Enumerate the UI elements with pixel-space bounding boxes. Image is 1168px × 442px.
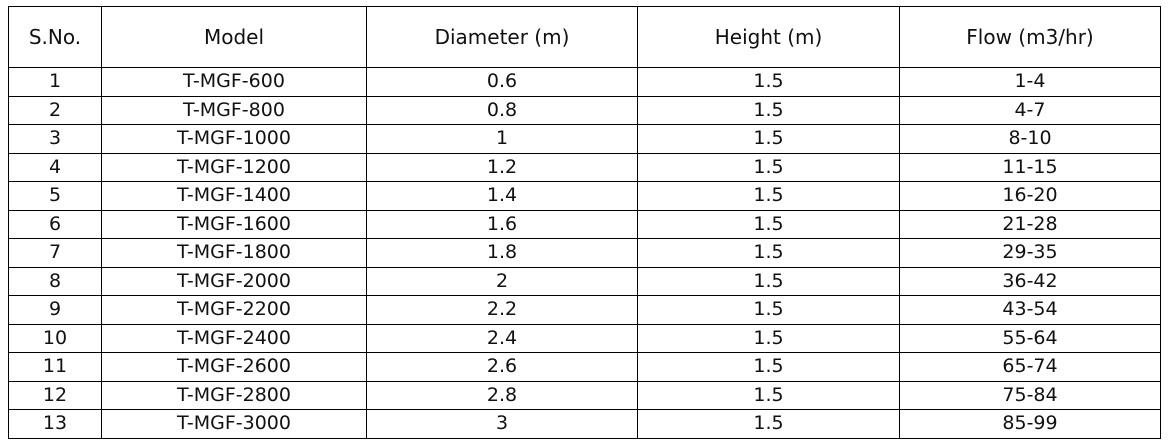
cell-flow: 65-74 <box>900 353 1161 382</box>
table-row <box>9 125 1161 154</box>
cell-sno: 5 <box>9 182 102 211</box>
table-row <box>9 182 1161 211</box>
cell-model: T-MGF-2800 <box>102 381 367 410</box>
cell-diameter: 1.8 <box>367 239 638 268</box>
table-body <box>9 68 1161 439</box>
cell-diameter: 1.2 <box>367 153 638 182</box>
table-row <box>9 239 1161 268</box>
table-row <box>9 210 1161 239</box>
cell-flow: 8-10 <box>900 125 1161 154</box>
table-row <box>9 68 1161 97</box>
cell-sno: 10 <box>9 324 102 353</box>
cell-model: T-MGF-800 <box>102 96 367 125</box>
cell-diameter: 0.6 <box>367 68 638 97</box>
cell-height: 1.5 <box>638 296 900 325</box>
cell-flow: 43-54 <box>900 296 1161 325</box>
cell-sno: 6 <box>9 210 102 239</box>
cell-diameter: 2.4 <box>367 324 638 353</box>
table-row <box>9 296 1161 325</box>
cell-sno: 7 <box>9 239 102 268</box>
cell-flow: 4-7 <box>900 96 1161 125</box>
cell-diameter: 3 <box>367 410 638 439</box>
cell-model: T-MGF-1800 <box>102 239 367 268</box>
cell-model: T-MGF-2400 <box>102 324 367 353</box>
cell-height: 1.5 <box>638 324 900 353</box>
cell-model: T-MGF-2000 <box>102 267 367 296</box>
cell-height: 1.5 <box>638 68 900 97</box>
cell-sno: 3 <box>9 125 102 154</box>
column-header-sno: S.No. <box>9 7 102 68</box>
table-row <box>9 96 1161 125</box>
cell-height: 1.5 <box>638 239 900 268</box>
cell-height: 1.5 <box>638 381 900 410</box>
cell-height: 1.5 <box>638 353 900 382</box>
column-header-height: Height (m) <box>638 7 900 68</box>
cell-sno: 2 <box>9 96 102 125</box>
cell-sno: 11 <box>9 353 102 382</box>
cell-sno: 13 <box>9 410 102 439</box>
table-row <box>9 410 1161 439</box>
table-row <box>9 324 1161 353</box>
cell-diameter: 0.8 <box>367 96 638 125</box>
column-header-flow: Flow (m3/hr) <box>900 7 1161 68</box>
cell-model: T-MGF-1600 <box>102 210 367 239</box>
cell-sno: 1 <box>9 68 102 97</box>
cell-flow: 85-99 <box>900 410 1161 439</box>
cell-flow: 21-28 <box>900 210 1161 239</box>
cell-flow: 16-20 <box>900 182 1161 211</box>
cell-flow: 29-35 <box>900 239 1161 268</box>
cell-sno: 12 <box>9 381 102 410</box>
cell-height: 1.5 <box>638 267 900 296</box>
table-row <box>9 153 1161 182</box>
cell-model: T-MGF-2200 <box>102 296 367 325</box>
cell-flow: 75-84 <box>900 381 1161 410</box>
cell-model: T-MGF-3000 <box>102 410 367 439</box>
cell-model: T-MGF-1200 <box>102 153 367 182</box>
cell-height: 1.5 <box>638 153 900 182</box>
table-row <box>9 381 1161 410</box>
cell-diameter: 1.4 <box>367 182 638 211</box>
cell-height: 1.5 <box>638 125 900 154</box>
cell-model: T-MGF-2600 <box>102 353 367 382</box>
cell-flow: 11-15 <box>900 153 1161 182</box>
cell-diameter: 2.2 <box>367 296 638 325</box>
cell-flow: 55-64 <box>900 324 1161 353</box>
cell-diameter: 2.8 <box>367 381 638 410</box>
cell-diameter: 1.6 <box>367 210 638 239</box>
column-header-model: Model <box>102 7 367 68</box>
cell-height: 1.5 <box>638 210 900 239</box>
cell-height: 1.5 <box>638 96 900 125</box>
cell-sno: 4 <box>9 153 102 182</box>
table-row <box>9 267 1161 296</box>
column-header-diameter: Diameter (m) <box>367 7 638 68</box>
cell-sno: 9 <box>9 296 102 325</box>
cell-flow: 36-42 <box>900 267 1161 296</box>
cell-model: T-MGF-600 <box>102 68 367 97</box>
table-header-row <box>9 7 1161 68</box>
cell-flow: 1-4 <box>900 68 1161 97</box>
cell-sno: 8 <box>9 267 102 296</box>
model-specification-table <box>8 6 1161 439</box>
table-header <box>9 7 1161 68</box>
cell-height: 1.5 <box>638 410 900 439</box>
table-row <box>9 353 1161 382</box>
cell-model: T-MGF-1000 <box>102 125 367 154</box>
cell-diameter: 1 <box>367 125 638 154</box>
cell-diameter: 2 <box>367 267 638 296</box>
cell-model: T-MGF-1400 <box>102 182 367 211</box>
cell-height: 1.5 <box>638 182 900 211</box>
cell-diameter: 2.6 <box>367 353 638 382</box>
